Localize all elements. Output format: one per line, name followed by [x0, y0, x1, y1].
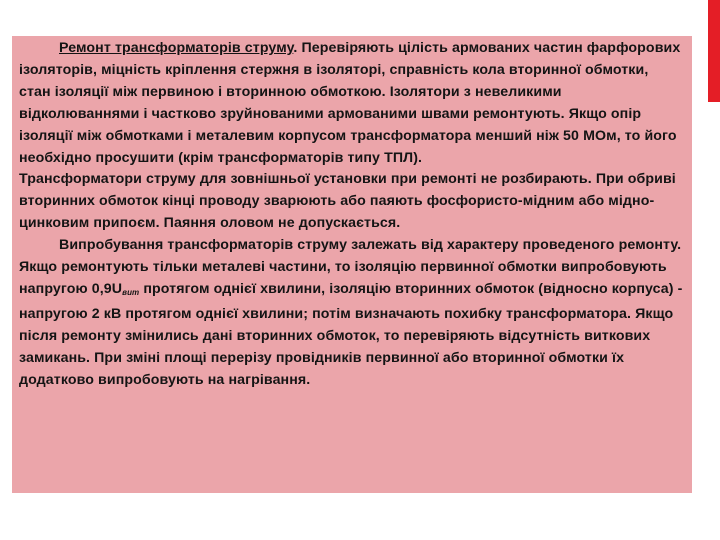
paragraph-text: . Перевіряють цілість армованих частин фарфорових ізоляторів, міцність кріплення стержня в ізоляторі, справність кола вторинної обмотки, стан ізоляції між первиною і вторинною обмоткою. Ізолятори з невеликими відколюваннями і частково зруйнованими армованими швами ремонтують. Якщо опір ізоляції між обмотками і металевим корпусом трансформатора менший ніж 50 МОм, то його необхідно просушити (крім трансформаторів типу ТПЛ). [19, 40, 681, 166]
paragraph-text-after: протягом однієї хвилини, ізоляцію вторинних обмоток (відносно корпуса) - напругою 2 кВ протягом однієї хвилини; потім визначають похибку трансформатора. Якщо після ремонту змінились дані вторинних обмоток, то перевіряють відсутність виткових замикань. При зміні площі перерізу провідників первинної або вторинної обмотки їх додатково випробовують на нагрівання. [19, 280, 683, 388]
paragraph-transformer-repair [19, 38, 684, 169]
text-panel [12, 36, 692, 493]
paragraph-text-before: Випробування трансформаторів струму залежать від характеру проведеного ремонту. Якщо ремонтують тільки металеві частини, то ізоляцію первинної обмотки випробовують напругою 0,9 [19, 237, 682, 297]
voltage-subscript: вит [122, 287, 140, 297]
section-title: Ремонт трансформаторів струму [59, 40, 294, 56]
paragraph-outdoor-transformers [19, 169, 684, 235]
paragraph-testing [19, 235, 684, 391]
red-accent-bar [708, 0, 720, 102]
voltage-symbol: U [111, 280, 123, 297]
paragraph-text: Трансформатори струму для зовнішньої установки при ремонті не розбирають. При обриві вторинних обмоток кінці проводу зварюють або паяють фосфористо-мідним або мідно-цинковим припоєм. Паяння оловом не допускається. [19, 171, 676, 232]
